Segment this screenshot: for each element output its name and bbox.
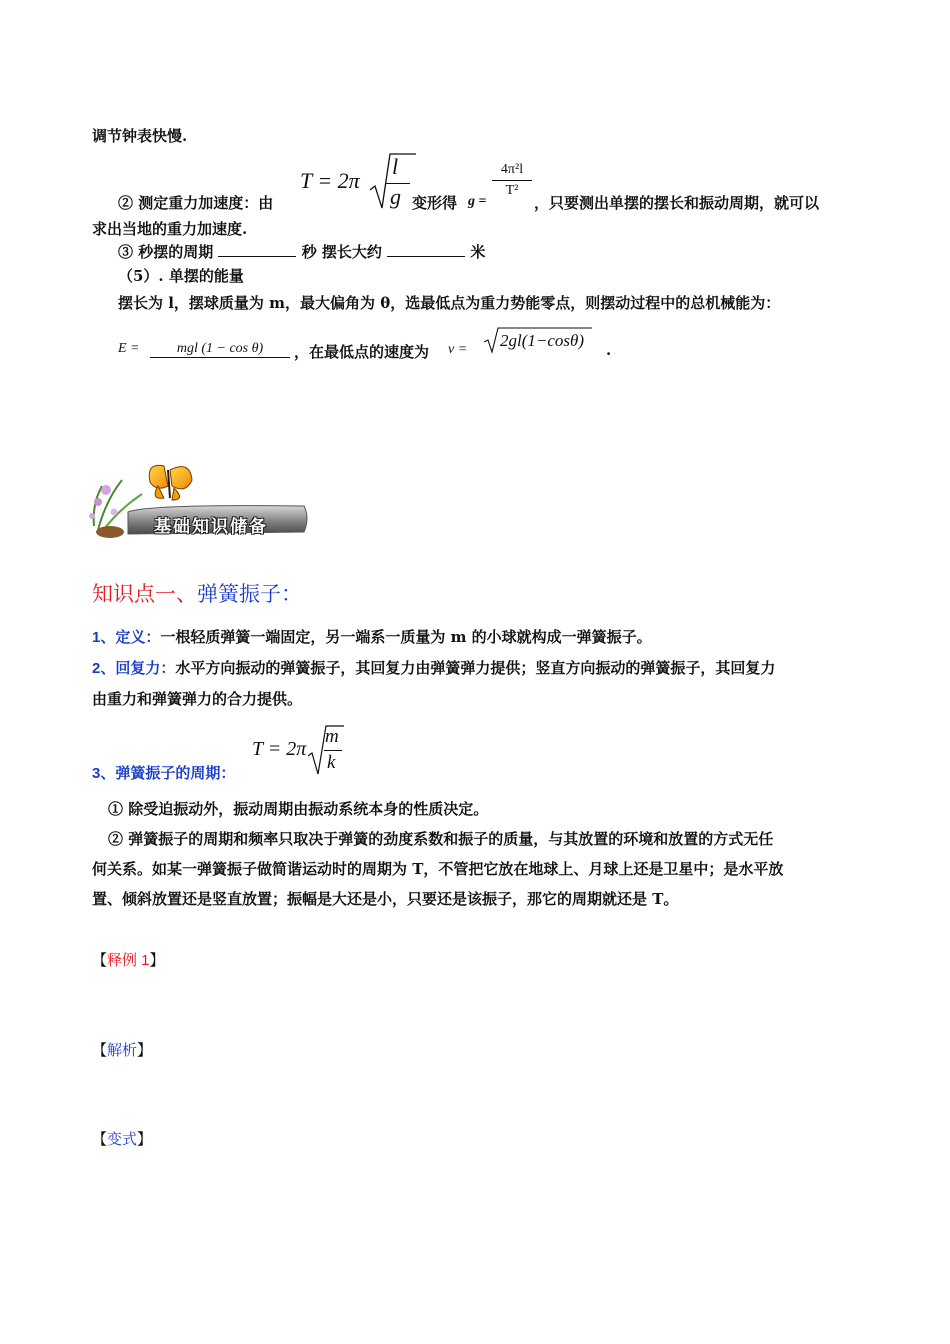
spring-period-k: k <box>327 752 336 773</box>
formula-denominator-g: g <box>390 184 401 209</box>
note-2-line1: ② 弹簧振子的周期和频率只取决于弹簧的劲度系数和振子的质量，与其放置的环境和放置的方式无任 <box>108 830 774 848</box>
section-banner <box>88 460 310 540</box>
text-measure-gravity-prefix: ② 测定重力加速度：由 <box>118 194 274 212</box>
g-fraction-bar <box>492 180 532 181</box>
text-period-end: . <box>606 341 612 359</box>
text-v-label: v = <box>448 342 468 357</box>
text-seconds-pendulum <box>118 241 485 262</box>
spring-period-m: m <box>325 726 339 747</box>
bracket-close: 】 <box>137 1130 153 1148</box>
text-transform: 变形得 <box>412 194 458 212</box>
blank-length[interactable] <box>387 242 465 257</box>
spring-fraction-bar <box>324 750 342 751</box>
knowledge-heading-blue: 弹簧振子： <box>197 583 302 606</box>
analysis-text: 解析 <box>107 1042 138 1059</box>
text-measure-gravity-suffix: ，只要测出单摆的摆长和振动周期，就可以 <box>534 194 820 212</box>
formula-numerator-l: l <box>392 154 399 179</box>
formula-spring-period <box>252 722 352 778</box>
text-g-equals: g = <box>468 194 487 209</box>
note-2-line3: 置、倾斜放置还是竖直放置；振幅是大还是小，只要还是该振子，那它的周期就还是 T。 <box>92 890 679 908</box>
knowledge-heading-red: 知识点一、 <box>92 583 197 606</box>
spring-period-T: T = 2π <box>252 738 307 760</box>
variant-text: 变式 <box>107 1131 138 1148</box>
seconds-pendulum-unit2: 米 <box>470 243 486 261</box>
text-measure-gravity-line2: 求出当地的重力加速度. <box>92 220 248 238</box>
section-pendulum-energy-title: （5）. 单摆的能量 <box>118 267 244 285</box>
restoring-force-label: 2、回复力： <box>92 660 176 677</box>
seconds-pendulum-unit1: 秒 摆长大约 <box>301 243 382 261</box>
formula-g-fraction <box>492 162 532 199</box>
example-text: 释例 1 <box>107 952 150 969</box>
formula-energy-value: mgl (1 − cos θ) <box>150 341 290 358</box>
text-E-label: E = <box>118 341 140 356</box>
label-example <box>92 949 165 970</box>
text-velocity-lowest: ，在最低点的速度为 <box>294 343 430 361</box>
velocity-value: 2gl(1−cosθ) <box>500 331 585 350</box>
spring-period-label: 3、弹簧振子的周期： <box>92 765 236 782</box>
bracket-open: 【 <box>92 951 108 969</box>
formula-T-label: T = 2π <box>300 168 360 193</box>
bracket-open: 【 <box>92 1041 108 1059</box>
seconds-pendulum-label: ③ 秒摆的周期 <box>118 243 214 261</box>
definition-label: 1、定义： <box>92 629 161 646</box>
definition-text: 一根轻质弹簧一端固定，另一端系一质量为 m 的小球就构成一弹簧振子。 <box>160 628 652 646</box>
text-pendulum-energy-desc: 摆长为 l，摆球质量为 m，最大偏角为 θ，选最低点为重力势能零点，则摆动过程中的总机械能为： <box>118 294 781 312</box>
text-line-adjust-clock: 调节钟表快慢. <box>92 127 188 145</box>
note-2-line2: 何关系。如某一弹簧振子做简谐运动时的周期为 T，不管把它放在地球上、月球上还是卫星中；是水平放 <box>92 860 784 878</box>
note-1: ① 除受迫振动外，振动周期由振动系统本身的性质决定。 <box>108 800 489 818</box>
label-analysis <box>92 1039 152 1060</box>
label-variant <box>92 1128 152 1149</box>
banner-title: 基础知识储备 <box>154 517 268 536</box>
restoring-force-text: 水平方向振动的弹簧振子，其回复力由弹簧弹力提供；竖直方向振动的弹簧振子，其回复力 <box>175 659 776 677</box>
blank-period[interactable] <box>218 242 296 257</box>
g-fraction-numerator: 4π²l <box>500 162 524 177</box>
restoring-force-line <box>92 657 775 678</box>
g-fraction-denominator: T² <box>505 183 519 198</box>
knowledge-heading <box>92 578 302 608</box>
bracket-close: 】 <box>149 951 165 969</box>
definition-line <box>92 626 652 647</box>
restoring-force-line2: 由重力和弹簧弹力的合力提供。 <box>92 690 303 708</box>
bracket-close: 】 <box>137 1041 153 1059</box>
bracket-open: 【 <box>92 1130 108 1148</box>
